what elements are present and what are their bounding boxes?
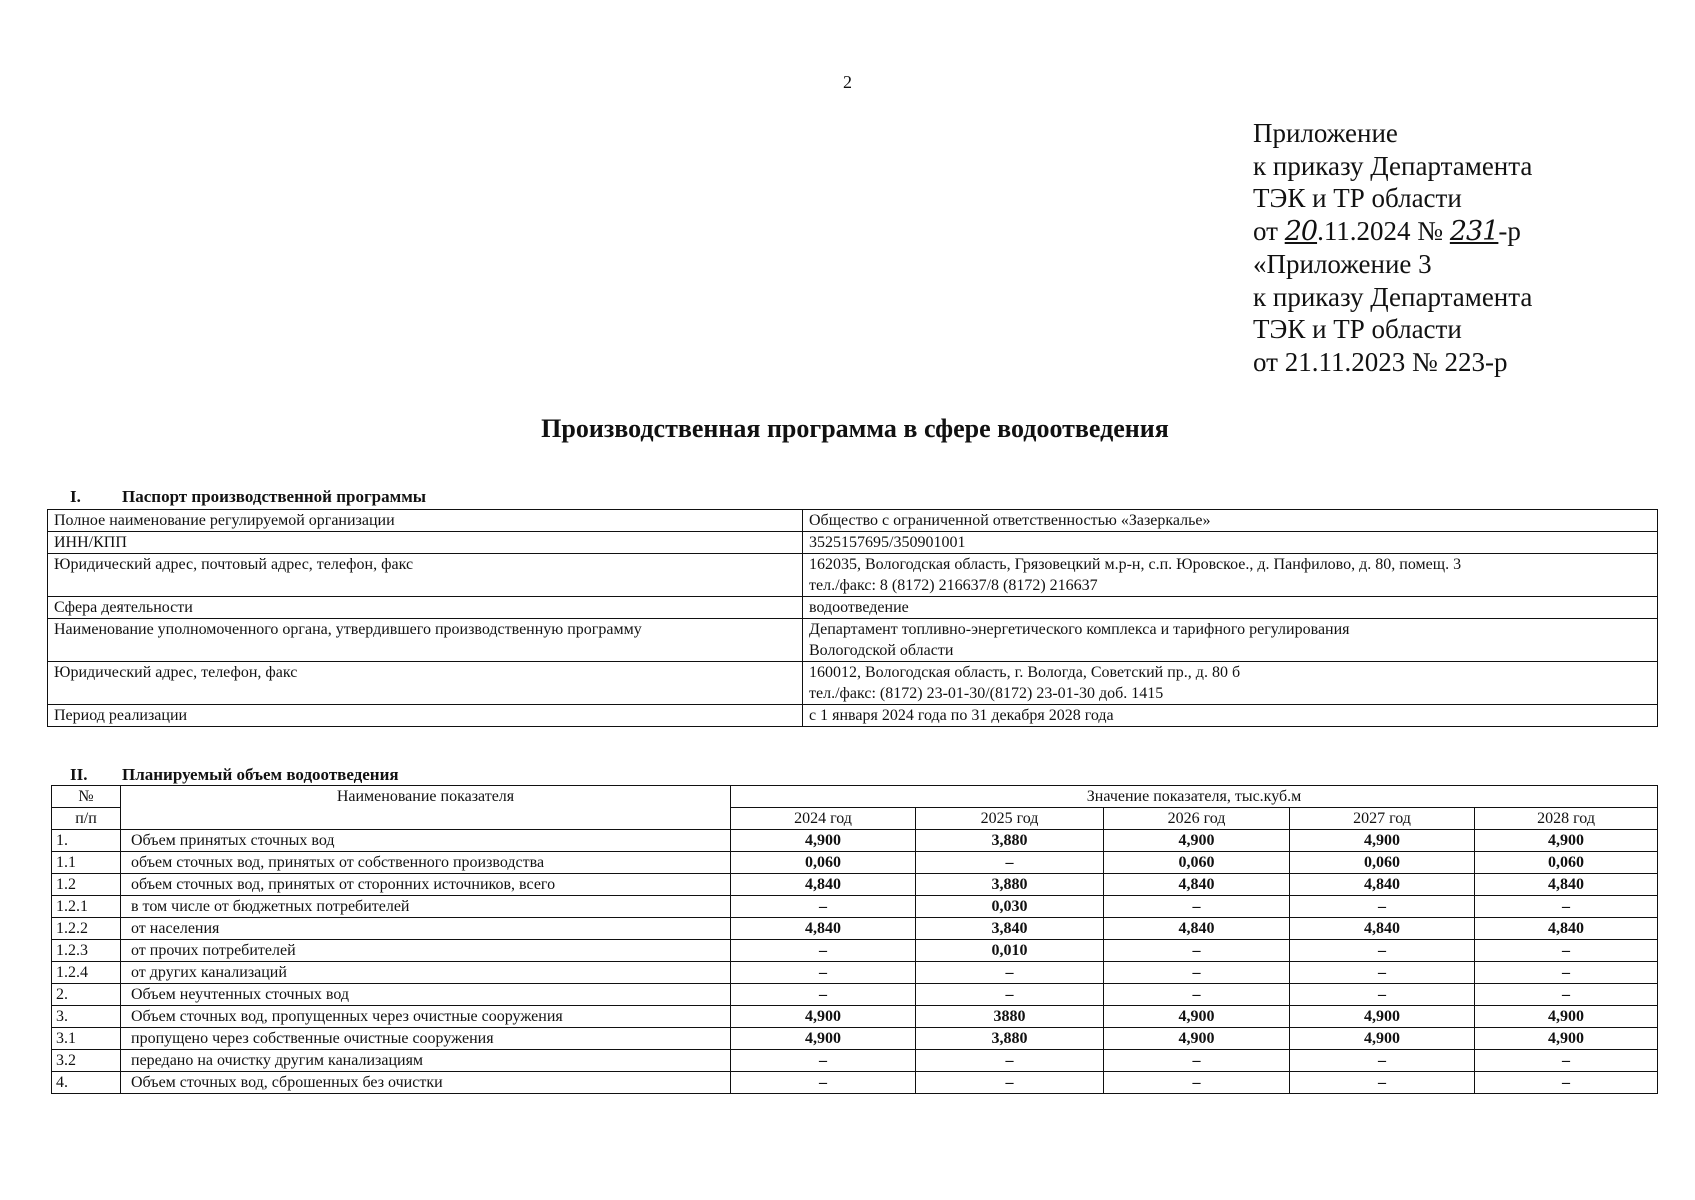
indicator-value: – — [1290, 1072, 1475, 1094]
volume-table — [51, 785, 1658, 1094]
passport-value-line: с 1 января 2024 года по 31 декабря 2028 года — [809, 707, 1114, 724]
indicator-value: – — [916, 1050, 1104, 1072]
passport-value — [803, 554, 1658, 597]
indicator-value: – — [1475, 896, 1658, 918]
indicator-value: 4,840 — [731, 874, 916, 896]
indicator-value: 3,840 — [916, 918, 1104, 940]
passport-value-line: 3525157695/350901001 — [809, 534, 966, 551]
row-number: 1.2.4 — [52, 962, 121, 984]
indicator-value: – — [1290, 962, 1475, 984]
indicator-value: 4,900 — [731, 830, 916, 852]
passport-row — [48, 662, 1658, 705]
indicator-value: – — [1475, 1072, 1658, 1094]
appendix-line: от 21.11.2023 № 223-р — [1253, 346, 1508, 377]
passport-label: ИНН/КПП — [48, 532, 803, 554]
indicator-value: – — [1104, 1072, 1290, 1094]
order-suffix: -р — [1498, 215, 1521, 246]
indicator-value: 4,900 — [1475, 830, 1658, 852]
row-number: 1.2.3 — [52, 940, 121, 962]
passport-value-line: 162035, Вологодская область, Грязовецкий м.р-н, с.п. Юровское., д. Панфилово, д. 80, помещ. 3 — [809, 556, 1462, 573]
passport-row — [48, 705, 1658, 727]
indicator-value: 0,060 — [1104, 852, 1290, 874]
row-number: 1. — [52, 830, 121, 852]
indicator-value: 0,060 — [731, 852, 916, 874]
passport-row — [48, 532, 1658, 554]
column-header-year: 2025 год — [916, 808, 1104, 830]
indicator-value: – — [916, 1072, 1104, 1094]
indicator-name: объем сточных вод, принятых от сторонних источников, всего — [121, 874, 731, 896]
volume-row — [52, 1050, 1658, 1072]
volume-row — [52, 874, 1658, 896]
passport-label: Сфера деятельности — [48, 597, 803, 619]
row-number: 1.2.1 — [52, 896, 121, 918]
indicator-value: 4,900 — [1290, 830, 1475, 852]
section-heading-passport — [70, 487, 426, 507]
indicator-value: 0,030 — [916, 896, 1104, 918]
indicator-value: – — [916, 984, 1104, 1006]
indicator-value: 4,900 — [731, 1028, 916, 1050]
indicator-value: 4,900 — [1475, 1006, 1658, 1028]
column-header-year: 2024 год — [731, 808, 916, 830]
appendix-line: к приказу Департамента — [1253, 281, 1533, 312]
passport-row — [48, 510, 1658, 532]
passport-value-line: тел./факс: (8172) 23-01-30/(8172) 23-01-30 доб. 1415 — [809, 685, 1164, 702]
row-number: 3.1 — [52, 1028, 121, 1050]
indicator-value: – — [1104, 962, 1290, 984]
passport-value-line: водоотведение — [809, 599, 909, 616]
row-number: 3. — [52, 1006, 121, 1028]
indicator-value: – — [1104, 896, 1290, 918]
indicator-value: – — [1104, 940, 1290, 962]
column-header-value: Значение показателя, тыс.куб.м — [731, 786, 1658, 808]
indicator-value: 4,900 — [731, 1006, 916, 1028]
section-title: Паспорт производственной программы — [122, 487, 427, 506]
indicator-value: – — [916, 852, 1104, 874]
indicator-value: – — [731, 962, 916, 984]
indicator-name: Объем неучтенных сточных вод — [121, 984, 731, 1006]
indicator-value: 4,900 — [1475, 1028, 1658, 1050]
passport-row — [48, 554, 1658, 597]
indicator-value: – — [1475, 1050, 1658, 1072]
row-number: 2. — [52, 984, 121, 1006]
passport-value-line: 160012, Вологодская область, г. Вологда, Советский пр., д. 80 б — [809, 664, 1241, 681]
indicator-value: – — [1290, 1050, 1475, 1072]
indicator-value: 4,900 — [1104, 1028, 1290, 1050]
passport-value-line: тел./факс: 8 (8172) 216637/8 (8172) 216637 — [809, 577, 1098, 594]
indicator-value: 0,060 — [1475, 852, 1658, 874]
indicator-value: – — [1104, 1050, 1290, 1072]
indicator-value: – — [731, 940, 916, 962]
indicator-value: 3,880 — [916, 830, 1104, 852]
passport-value — [803, 597, 1658, 619]
section-number: I. — [70, 487, 81, 506]
row-number: 1.2 — [52, 874, 121, 896]
indicator-name: Объем сточных вод, сброшенных без очистки — [121, 1072, 731, 1094]
indicator-value: 0,060 — [1290, 852, 1475, 874]
passport-value — [803, 705, 1658, 727]
passport-label: Юридический адрес, почтовый адрес, телефон, факс — [48, 554, 803, 597]
passport-label: Наименование уполномоченного органа, утвердившего производственную программу — [48, 619, 803, 662]
volume-row — [52, 962, 1658, 984]
indicator-value: 4,900 — [1104, 1006, 1290, 1028]
column-header-year: 2027 год — [1290, 808, 1475, 830]
passport-value-line: Вологодской области — [809, 642, 954, 659]
volume-row — [52, 984, 1658, 1006]
indicator-name: Объем принятых сточных вод — [121, 830, 731, 852]
indicator-value: – — [1475, 962, 1658, 984]
passport-label: Полное наименование регулируемой организации — [48, 510, 803, 532]
column-header-year: 2026 год — [1104, 808, 1290, 830]
indicator-value: – — [1290, 940, 1475, 962]
indicator-value: – — [916, 962, 1104, 984]
indicator-name: объем сточных вод, принятых от собственного производства — [121, 852, 731, 874]
passport-row — [48, 597, 1658, 619]
handwritten-day: 20 — [1284, 215, 1318, 247]
appendix-line: ТЭК и ТР области — [1253, 183, 1462, 213]
row-number: 4. — [52, 1072, 121, 1094]
volume-row — [52, 1072, 1658, 1094]
appendix-order-line — [1253, 215, 1532, 249]
appendix-line: Приложение — [1253, 118, 1398, 148]
indicator-value: 4,840 — [1290, 874, 1475, 896]
section-heading-volume — [70, 765, 399, 785]
indicator-value: – — [1290, 896, 1475, 918]
passport-table — [47, 509, 1658, 727]
indicator-name: от населения — [121, 918, 731, 940]
column-header-year: 2028 год — [1475, 808, 1658, 830]
volume-row — [52, 1006, 1658, 1028]
indicator-value: 4,840 — [1290, 918, 1475, 940]
indicator-value: 3,880 — [916, 874, 1104, 896]
appendix-line: ТЭК и ТР области — [1253, 314, 1462, 344]
indicator-value: – — [731, 984, 916, 1006]
row-number: 3.2 — [52, 1050, 121, 1072]
indicator-value: 3,880 — [916, 1028, 1104, 1050]
volume-row — [52, 830, 1658, 852]
indicator-value: 4,840 — [1475, 918, 1658, 940]
indicator-value: 4,900 — [1104, 830, 1290, 852]
passport-value — [803, 662, 1658, 705]
passport-label: Период реализации — [48, 705, 803, 727]
date-rest: .11.2024 № — [1317, 215, 1450, 246]
indicator-value: 4,900 — [1290, 1006, 1475, 1028]
passport-label: Юридический адрес, телефон, факс — [48, 662, 803, 705]
column-header-indicator-name: Наименование показателя — [121, 786, 731, 830]
indicator-name: Объем сточных вод, пропущенных через очистные сооружения — [121, 1006, 731, 1028]
passport-value — [803, 532, 1658, 554]
document-title: Производственная программа в сфере водоотведения — [541, 414, 1169, 443]
volume-row — [52, 852, 1658, 874]
indicator-value: – — [1104, 984, 1290, 1006]
handwritten-order-number: 231 — [1449, 215, 1499, 247]
date-prefix: от — [1253, 215, 1285, 246]
appendix-block — [1253, 117, 1532, 378]
indicator-value: – — [731, 896, 916, 918]
indicator-value: 3880 — [916, 1006, 1104, 1028]
appendix-line: «Приложение 3 — [1253, 249, 1432, 279]
section-title: Планируемый объем водоотведения — [122, 765, 399, 784]
volume-row — [52, 940, 1658, 962]
indicator-value: – — [1290, 984, 1475, 1006]
volume-row — [52, 896, 1658, 918]
indicator-value: – — [731, 1072, 916, 1094]
indicator-value: – — [1475, 984, 1658, 1006]
column-header-number-sub: п/п — [52, 808, 121, 830]
indicator-value: 4,840 — [1104, 918, 1290, 940]
indicator-value: 4,840 — [731, 918, 916, 940]
page-number: 2 — [843, 72, 852, 92]
indicator-name: в том числе от бюджетных потребителей — [121, 896, 731, 918]
appendix-line: к приказу Департамента — [1253, 150, 1533, 181]
indicator-value: 4,840 — [1104, 874, 1290, 896]
volume-row — [52, 1028, 1658, 1050]
indicator-name: пропущено через собственные очистные сооружения — [121, 1028, 731, 1050]
passport-value — [803, 619, 1658, 662]
indicator-value: – — [731, 1050, 916, 1072]
volume-row — [52, 918, 1658, 940]
row-number: 1.2.2 — [52, 918, 121, 940]
indicator-value: 4,840 — [1475, 874, 1658, 896]
column-header-number: № — [52, 786, 121, 808]
row-number: 1.1 — [52, 852, 121, 874]
indicator-value: – — [1475, 940, 1658, 962]
passport-row — [48, 619, 1658, 662]
passport-value-line: Общество с ограниченной ответственностью «Зазеркалье» — [809, 512, 1211, 529]
section-number: II. — [70, 765, 88, 784]
indicator-name: от прочих потребителей — [121, 940, 731, 962]
indicator-name: от других канализаций — [121, 962, 731, 984]
passport-value-line: Департамент топливно-энергетического комплекса и тарифного регулирования — [809, 621, 1350, 638]
indicator-value: 4,900 — [1290, 1028, 1475, 1050]
indicator-name: передано на очистку другим канализациям — [121, 1050, 731, 1072]
passport-value — [803, 510, 1658, 532]
indicator-value: 0,010 — [916, 940, 1104, 962]
